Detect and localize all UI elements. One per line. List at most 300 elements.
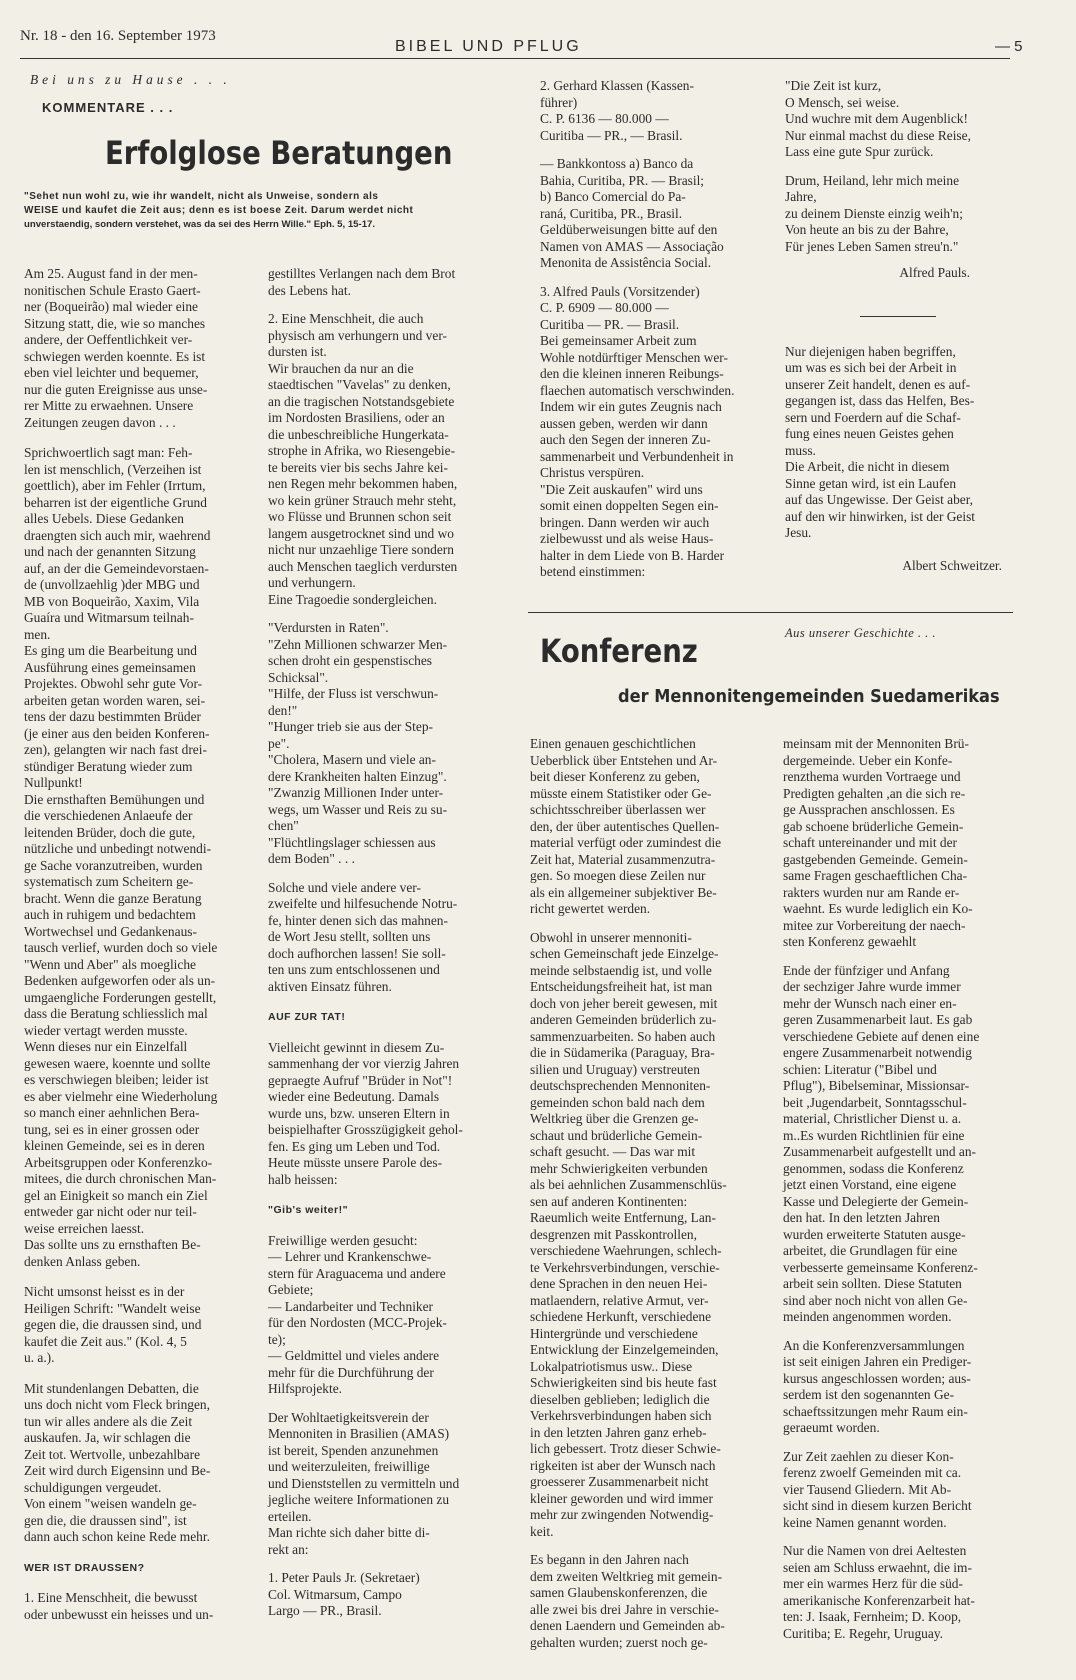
text-line: doch von jeher bereit gewesen, mit — [530, 995, 718, 1011]
text-line: aussen geben, werden wir dann — [540, 415, 708, 431]
article1-column2 — [268, 266, 500, 1620]
text-line: beharren ist der eigentliche Grund — [24, 494, 207, 510]
text-line: — Geldmittel und vieles andere — [268, 1348, 440, 1363]
text-line: oder unbewusst ein heisses und un- — [24, 1606, 214, 1622]
text-line: seien am Schluss erwaehnt, die im- — [783, 1559, 972, 1575]
text-line: same Fragen geschaeftlichen Cha- — [783, 868, 968, 883]
text-line: te bereits vier bis sechs Jahre kei- — [268, 459, 448, 475]
text-line: engere Zusammenarbeit notwendig — [783, 1045, 972, 1060]
text-line: "Zwanzig Millionen Inder unter- — [268, 785, 444, 800]
text-line: renzthema wurden Vortraege und — [783, 769, 961, 784]
text-line: An die Konferenzversammlungen — [783, 1337, 965, 1353]
text-line: somit einen doppelten Segen ein- — [540, 498, 719, 513]
text-line: Gebiete; — [268, 1282, 314, 1297]
text-line: mehr für die Durchführung der — [268, 1364, 434, 1380]
text-line: de Wort Jesu stellt, sollten uns — [268, 929, 431, 944]
text-line: "Die Zeit ist kurz, — [785, 78, 882, 93]
text-line: len ist menschlich, (Verzeihen ist — [24, 461, 202, 477]
text-line: Indem wir ein gutes Zeugnis nach — [540, 399, 722, 414]
header-publication: BIBEL UND PFLUG — [395, 38, 582, 55]
text-line: "Cholera, Masern und viele an- — [268, 752, 436, 767]
text-line: Freiwillige werden gesucht: — [268, 1232, 418, 1248]
section-label-history: Aus unserer Geschichte . . . — [785, 626, 937, 640]
text-line: Namen von AMAS — Associação — [540, 238, 724, 254]
text-line: pe". — [268, 735, 290, 751]
text-line: zen), gelangten wir nach fast drei- — [24, 742, 207, 757]
text-line: dieselben geblieben; lediglich die — [530, 1391, 710, 1407]
text-line: ferenz zwoelf Gemeinden mit ca. — [783, 1465, 962, 1480]
text-line: dem zweiten Weltkrieg mit gemein- — [530, 1568, 723, 1584]
text-line: mehr zur zwingenden Notwendig- — [530, 1507, 714, 1522]
epigraph-line: WEISE und kaufet die Zeit aus; denn es ist boese Zeit. Darum werdet nicht — [24, 205, 414, 216]
text-line: wurden erweiterte Statuten ausge- — [783, 1226, 966, 1242]
text-line: Wohle notdürftiger Menschen wer- — [540, 349, 728, 365]
text-line: 1. Eine Menschheit, die bewusst — [24, 1590, 198, 1605]
text-line: schuldigungen vergeudet. — [24, 1479, 162, 1495]
text-line: beit ,Jugendarbeit, Sonntagsschul- — [783, 1094, 967, 1110]
text-line: betend einstimmen: — [540, 564, 646, 579]
text-line: keine Namen genannt worden. — [783, 1514, 947, 1530]
text-line: Zusammenarbeit aufgestellt und an- — [783, 1144, 976, 1159]
text-line: verschiedene Waehrungen, schlech- — [530, 1243, 722, 1258]
text-line: kleinen Gemeinde, sei es in deren — [24, 1138, 205, 1153]
text-line: sten Konferenz gewaehlt — [783, 934, 917, 949]
text-line: stern für Araguacema und andere — [268, 1265, 446, 1281]
text-line: 3. Alfred Pauls (Vorsitzender) — [540, 283, 700, 299]
text-line: mehr der Wunsch nach einer en- — [783, 995, 957, 1011]
text-line: bracht. Wenn die ganze Beratung — [24, 890, 202, 906]
text-line: Ueberblick über Entstehen und Ar- — [530, 752, 718, 768]
text-line — [268, 299, 500, 311]
text-line: waehnt. Es wurde lediglich ein Ko- — [783, 901, 973, 916]
text-line: ist seit einigen Jahren ein Prediger- — [783, 1354, 972, 1369]
text-line: "Wenn und Aber" als moegliche — [24, 956, 196, 972]
text-line: Vielleicht gewinnt in diesem Zu- — [268, 1039, 445, 1055]
text-line: zielbewusst und als weise Haus- — [540, 531, 714, 546]
text-line: rigkeiten ist aber der Wunsch nach — [530, 1457, 716, 1473]
text-line: halter in dem Liede von B. Harder — [540, 547, 725, 563]
text-line: wieder eine Bedeutung. Damals — [268, 1089, 440, 1104]
text-line: Jesu. — [785, 525, 812, 540]
text-line: langem ausgetrocknet sind und wo — [268, 525, 454, 541]
text-line: nützliche und unbedingt notwendi- — [24, 841, 212, 856]
text-line: Man richte sich daher bitte di- — [268, 1525, 430, 1540]
text-line: Die ernsthaften Bemühungen und — [24, 791, 205, 807]
text-line: verbesserte gemeinsame Konferenz- — [783, 1259, 978, 1275]
text-line: wurde uns, bzw. unseren Eltern in — [268, 1105, 450, 1121]
text-line: andere, der Oeffentlichkeit ver- — [24, 332, 193, 347]
text-line: gel an Einigkeit so manch ein Ziel — [24, 1187, 208, 1203]
text-line: goettlich), aber im Fehler (Irrtum, — [24, 478, 206, 493]
text-line: Zeitungen zeugen davon . . . — [24, 414, 176, 430]
text-line: schen Gemeinschaft jede Einzelge- — [530, 946, 719, 961]
text-line: ist bereit, Spenden anzunehmen — [268, 1442, 439, 1458]
text-line: unserer Zeit handelt, denen es auf- — [785, 376, 971, 392]
text-line: und nach der genannten Sitzung — [24, 544, 196, 559]
text-line: und weiterzuleiten, freiwillige — [268, 1459, 430, 1474]
text-line: sammenhang der vor vierzig Jahren — [268, 1056, 460, 1071]
text-line: tung, sei es in einer grossen oder — [24, 1121, 200, 1137]
text-line: keit. — [530, 1523, 554, 1539]
text-line: Heute müsste unsere Parole des- — [268, 1155, 443, 1170]
text-line — [268, 868, 500, 880]
text-line: muss. — [785, 442, 816, 458]
text-line: fung eines neuen Geistes gehen — [785, 426, 954, 441]
text-line: kaufet die Zeit aus." (Kol. 4, 5 — [24, 1333, 187, 1349]
subheading: WER IST DRAUSSEN? — [24, 1561, 145, 1574]
text-line: mer ein warmes Herz für die süd- — [783, 1576, 963, 1591]
text-line — [783, 951, 1013, 963]
text-line: Jahre, — [785, 189, 817, 204]
text-line: Drum, Heiland, lehr mich meine — [785, 172, 960, 188]
text-line — [530, 918, 760, 930]
text-line: material verfügt oder zumindest die — [530, 835, 722, 850]
text-line: Wir brauchen da nur an die — [268, 360, 414, 376]
text-line: gehalten wurden; zuerst noch ge- — [530, 1634, 708, 1650]
text-line: sammenzuarbeiten. So haben auch — [530, 1028, 716, 1044]
text-line: jegliche weitere Informationen zu — [268, 1492, 450, 1507]
text-line — [268, 1558, 500, 1570]
text-line: Hilfsprojekte. — [268, 1381, 343, 1396]
text-line: umgaengliche Forderungen gestellt, — [24, 989, 217, 1005]
text-line: rer Mitte zu erwaehnen. Unsere — [24, 398, 194, 413]
text-line: gepraegte Aufruf "Brüder in Not"! — [268, 1072, 453, 1088]
text-line: weise erreichen laesst. — [24, 1220, 145, 1236]
text-line: b) Banco Comercial do Pa- — [540, 189, 686, 204]
text-line: Heiligen Schrift: "Wandelt weise — [24, 1300, 201, 1316]
text-line: verschiedene Gebiete auf denen eine — [783, 1028, 980, 1044]
text-line: des Lebens hat. — [268, 282, 351, 298]
text-line: und verhungern. — [268, 575, 356, 590]
text-line: desgrenzen mit Passkontrollen, — [530, 1226, 697, 1242]
text-line: eben viel leichter und bequemer, — [24, 365, 199, 380]
text-line: entweder gar nicht oder nur teil- — [24, 1204, 197, 1219]
text-line: geraeumt worden. — [783, 1420, 880, 1435]
article1-column3 — [540, 78, 765, 581]
section-label: Bei uns zu Hause . . . — [30, 72, 231, 87]
text-line: geren Zusammenarbeit laut. Es gab — [783, 1012, 973, 1027]
text-line: tun wir alles andere als die Zeit — [24, 1413, 193, 1429]
text-line: den hat. In den letzten Jahren — [783, 1210, 940, 1225]
text-line: aktiven Einsatz führen. — [268, 978, 392, 994]
text-line: die verschiedenen Anlaeufe der — [24, 808, 193, 823]
text-line: schwiegen werden koennte. Es ist — [24, 348, 206, 364]
kicker: KOMMENTARE . . . — [42, 100, 174, 115]
text-line: material, Christlicher Dienst u. a. — [783, 1111, 962, 1126]
text-line: Obwohl in unserer mennoniti- — [530, 929, 692, 945]
text-line: matlaendern, relative Armut, ver- — [530, 1292, 709, 1308]
text-line: C. P. 6909 — 80.000 — — [540, 300, 669, 315]
text-line: strophe in Afrika, wo Riesengebie- — [268, 443, 456, 458]
text-line: Wenn dieses nur ein Einzelfall — [24, 1039, 188, 1054]
text-line: als ein allgemeiner subjektiver Be- — [530, 884, 717, 900]
text-line: Schwierigkeiten sind bis heute fast — [530, 1375, 717, 1390]
text-line: ge Sache voranzutreiben, wurden — [24, 857, 203, 873]
text-line: Sitzung statt, die, wie so manches — [24, 315, 206, 331]
epigraph-line: unverstaendig, sondern verstehet, was da sei des Herrn Wille." Eph. 5, 15-17. — [24, 219, 376, 230]
text-line: MB von Boqueirão, Xaxim, Vila — [24, 593, 200, 609]
text-line: sicht sind in diesem kurzen Bericht — [783, 1498, 972, 1513]
text-line: tausch verlief, wurden doch so viele — [24, 940, 218, 955]
text-line: (je einer aus den beiden Konferen- — [24, 725, 210, 741]
text-line: 2. Gerhard Klassen (Kassen- — [540, 78, 694, 93]
article2-column2 — [783, 736, 1013, 1642]
text-line: Entwicklung der Einzelgemeinden, — [530, 1342, 719, 1357]
article-title — [105, 134, 452, 172]
text-line: auch den Segen der inneren Zu- — [540, 432, 711, 447]
text-line: gegen die, die draussen sind, und — [24, 1317, 202, 1332]
text-line: und Dienststellen zu vermitteln und — [268, 1475, 460, 1491]
text-line: Zur Zeit zaehlen zu dieser Kon- — [783, 1448, 954, 1464]
text-line: führer) — [540, 94, 578, 110]
text-line: Das sollte uns zu ernsthaften Be- — [24, 1237, 201, 1252]
text-line: Und wuchre mit dem Augenblick! — [785, 111, 968, 126]
text-line: Curitiba; E. Regehr, Uruguay. — [783, 1625, 943, 1641]
text-line: an die tragischen Notstandsgebiete — [268, 393, 455, 409]
text-line: den!" — [268, 702, 298, 718]
text-line: Einen genauen geschichtlichen — [530, 736, 696, 751]
text-line: bringen. Dann werden wir auch — [540, 514, 710, 530]
text-line: Es ging um die Bearbeitung und — [24, 643, 197, 658]
text-line: es verschwiegen bleiben; leider ist — [24, 1072, 209, 1087]
text-line: dass die Beratung schliesslich mal — [24, 1006, 208, 1021]
text-line: zu deinem Dienste einzig weih'n; — [785, 205, 963, 221]
text-line: vier Tausend Gliedern. Mit Ab- — [783, 1481, 952, 1497]
text-line — [268, 608, 500, 620]
text-line: Geldüberweisungen bitte auf den — [540, 222, 718, 237]
text-line: wo Flüsse und Brunnen schon seit — [268, 509, 452, 524]
text-line: für den Nordosten (MCC-Projek- — [268, 1315, 447, 1330]
text-line: als bei aehnlichen Zusammenschlüs- — [530, 1177, 727, 1192]
text-line: Lass eine gute Spur zurück. — [785, 144, 934, 159]
text-line: rakters wurden nur am Rande er- — [783, 884, 960, 900]
text-line: arbeiten getan worden waren, sei- — [24, 692, 206, 708]
text-line: anderen Gemeinden brüderlich zu- — [530, 1012, 717, 1027]
text-line: dursten ist. — [268, 344, 327, 359]
text-line: Nur einmal machst du diese Reise, — [785, 127, 971, 143]
text-line: "Hunger trieb sie aus der Step- — [268, 719, 433, 734]
text-line: "Flüchtlingslager schiessen aus — [268, 834, 436, 850]
text-line: ten: J. Isaak, Fernheim; D. Koop, — [783, 1609, 962, 1624]
text-line: fen. Es ging um Leben und Tod. — [268, 1138, 441, 1154]
text-line: draengten sich auch mir, waehrend — [24, 527, 211, 543]
text-line: ner (Boqueirão) mal wieder eine — [24, 299, 198, 314]
text-line: Die Arbeit, die nicht in diesem — [785, 459, 950, 474]
text-line: den die kleinen inneren Reibungs- — [540, 366, 724, 381]
text-line: gewesen waere, koennte und sollte — [24, 1055, 211, 1071]
epigraph-line: "Sehet nun wohl zu, wie ihr wandelt, nicht als Unweise, sondern als — [24, 191, 379, 202]
text-line: fe, hinter denen sich das mahnen- — [268, 912, 448, 928]
text-line: Zeit wird durch Eigensinn und Be- — [24, 1463, 211, 1478]
text-line: Der Wohltaetigkeitsverein der — [268, 1409, 429, 1425]
text-line: Nur diejenigen haben begriffen, — [785, 343, 956, 359]
text-line: sern und Foerdern auf die Schaf- — [785, 409, 961, 425]
text-line: die unbeschreibliche Hungerkata- — [268, 426, 449, 442]
text-line: Mit stundenlangen Debatten, die — [24, 1380, 199, 1396]
text-line: meinsam mit der Mennoniten Brü- — [783, 736, 969, 751]
text-line: Largo — PR., Brasil. — [268, 1603, 382, 1618]
text-line: schien: Literatur ("Bibel und — [783, 1061, 937, 1077]
text-line: "Hilfe, der Fluss ist verschwun- — [268, 686, 439, 701]
text-line: Hintergründe und verschiedene — [530, 1325, 698, 1341]
text-line: mitees, die durch chronischen Man- — [24, 1171, 217, 1186]
text-line: wo kein grüner Strauch mehr steht, — [268, 492, 457, 508]
article1-column4 — [785, 78, 1010, 574]
text-line: gen. So moegen diese Zeilen nur — [530, 868, 706, 883]
text-line: Nullpunkt! — [24, 775, 83, 790]
text-line: auch in ruhigem und bedachtem — [24, 907, 196, 922]
text-line: Schicksal". — [268, 669, 329, 685]
text-line: "Die Zeit auskaufen" wird uns — [540, 481, 703, 497]
text-line: Solche und viele andere ver- — [268, 879, 421, 895]
subheading: AUF ZUR TAT! — [268, 1011, 346, 1023]
text-line: schen droht ein gespenstisches — [268, 653, 432, 668]
text-line: "Zehn Millionen schwarzer Men- — [268, 636, 448, 652]
header-issue: Nr. 18 - den 16. September 1973 — [20, 28, 216, 44]
text-line: nicht nur unzaehlige Tiere sondern — [268, 542, 454, 557]
text-line: nur die guten Ereignisse aus unse- — [24, 381, 208, 397]
text-line: gegangen ist, dass das Helfen, Bes- — [785, 393, 975, 408]
text-line — [24, 1270, 246, 1284]
text-line: serdem ist den sogenannten Ge- — [783, 1387, 955, 1402]
text-line: richt gewertet werden. — [530, 901, 651, 916]
text-line: — Bankkontoss a) Banco da — [540, 156, 694, 171]
text-line: Curitiba — PR. — Brasil. — [540, 316, 680, 332]
text-line — [268, 1398, 500, 1410]
text-line: nonitischen Schule Erasto Gaert- — [24, 282, 201, 298]
text-line: Zeit tot. Wertvolle, unbezahlbare — [24, 1446, 201, 1462]
text-line: leitenden Brüder, doch die gute, — [24, 824, 196, 840]
text-line: Am 25. August fand in der men- — [24, 266, 198, 281]
text-line: Von einem "weisen wandeln ge- — [24, 1496, 197, 1511]
article2-column1 — [530, 736, 760, 1651]
text-line: u. a.). — [24, 1350, 55, 1365]
text-line — [540, 272, 765, 284]
text-line — [530, 1540, 760, 1552]
text-line: Nur die Namen von drei Aeltesten — [783, 1543, 967, 1558]
text-line: dann auch schon keine Rede mehr. — [24, 1529, 210, 1544]
text-line: Curitiba — PR., — Brasil. — [540, 127, 683, 143]
text-line: gen die, die draussen sind", ist — [24, 1512, 187, 1528]
text-line: dene Sprachen in den neuen Hei- — [530, 1276, 708, 1291]
text-line: C. P. 6136 — 80.000 — — [540, 111, 669, 126]
text-line: dere Krankheiten halten Einzug". — [268, 768, 447, 784]
article-title-text: Erfolglose Beratungen — [105, 134, 453, 172]
text-line: Verkehrsverbindungen haben sich — [530, 1408, 712, 1423]
text-line: — Landarbeiter und Techniker — [268, 1298, 434, 1314]
text-line: mitee zur Vorbereitung der naech- — [783, 917, 966, 933]
text-line: Nicht umsonst heisst es in der — [24, 1284, 185, 1299]
text-line: denen Laendern und Gemeinden ab- — [530, 1618, 725, 1633]
text-line: sammenarbeit und Verbundenheit in — [540, 448, 734, 464]
text-line: Guaíra und Witmarsum teilnah- — [24, 610, 194, 625]
text-line: nen Regen mehr bekommen haben, — [268, 476, 458, 491]
text-line: erteilen. — [268, 1508, 312, 1524]
text-line: "Verdursten in Raten". — [268, 620, 389, 635]
text-line: ge Aussprachen anschlossen. Es — [783, 802, 955, 817]
text-line: in den letzten Jahren ganz erheb- — [530, 1424, 707, 1440]
text-line: stündiger Beratung wieder zum — [24, 758, 193, 774]
text-line: Von heute an bis zu der Bahre, — [785, 222, 949, 237]
text-line: jetzt einen Vorstand, eine eigene — [783, 1177, 957, 1192]
text-line — [783, 1531, 1013, 1543]
text-line: Sprichwoertlich sagt man: Feh- — [24, 445, 193, 460]
text-line: m..Es wurden Richtlinien für eine — [783, 1127, 965, 1143]
text-line: Weltkrieg über die Grenzen ge- — [530, 1111, 699, 1126]
text-line: deutschsprechenden Mennoniten- — [530, 1078, 711, 1093]
header-rule — [20, 58, 1010, 59]
text-line: Kasse und Delegierte der Gemein- — [783, 1193, 969, 1209]
text-line: im Nordosten Brasiliens, oder an — [268, 410, 445, 425]
text-line: zweifelte und hilfesuchende Notru- — [268, 896, 458, 911]
text-line: Bedenken aufgeworfen oder als un- — [24, 973, 216, 988]
text-line: Bei gemeinsamer Arbeit zum — [540, 333, 697, 348]
text-line: Es begann in den Jahren nach — [530, 1552, 689, 1567]
text-line: O Mensch, sei weise. — [785, 94, 900, 110]
text-line: alles Uebels. Diese Gedanken — [24, 511, 184, 526]
text-line: physisch am verhungern und ver- — [268, 327, 447, 343]
text-line: auch Menschen taeglich verdursten — [268, 558, 458, 574]
text-line: staedtischen "Vavelas" zu denken, — [268, 377, 451, 392]
text-line: chen" — [268, 818, 299, 833]
text-line: schichtsschreiber überlassen wer — [530, 802, 706, 817]
text-line: flaechen automatisch verschwinden. — [540, 382, 735, 398]
text-line: meinden angenommen worden. — [783, 1309, 952, 1324]
text-line: sind aber noch nicht von allen Ge- — [783, 1292, 968, 1308]
text-line: die in Südamerika (Paraguay, Bra- — [530, 1045, 715, 1060]
text-line: ten uns zum entschlossenen und — [268, 962, 440, 977]
text-line — [785, 161, 1010, 173]
text-line: um was es sich bei der Arbeit in — [785, 360, 957, 375]
text-line: Arbeitsgruppen oder Konferenzko- — [24, 1154, 213, 1170]
text-line: auf den wir hinwirken, ist der Geist — [785, 508, 976, 524]
text-line: lich gebessert. Trotz dieser Schwie- — [530, 1441, 721, 1456]
text-line: systematisch zum Scheitern ge- — [24, 874, 194, 889]
text-line: silien und Uruguay) verstreuten — [530, 1061, 700, 1077]
text-line: schaut und brüderliche Gemein- — [530, 1127, 703, 1143]
article-divider — [528, 612, 1013, 613]
text-line: auf das Ungewisse. Der Geist aber, — [785, 492, 973, 507]
text-line: amerikanische Konferenzarbeit hat- — [783, 1592, 975, 1608]
text-line: Col. Witmarsum, Campo — [268, 1586, 402, 1602]
text-line: denken Anlass geben. — [24, 1253, 141, 1269]
text-line: tens der dazu bestimmten Brüder — [24, 709, 202, 724]
text-line: Raeumlich weite Entfernung, Lan- — [530, 1210, 716, 1225]
text-line: schaeftssitzungen mehr Raum ein- — [783, 1403, 968, 1419]
text-line: den, der über autentisches Quellen- — [530, 818, 720, 834]
text-line: dem Boden" . . . — [268, 851, 355, 866]
text-line: samen Glaubenskonferenzen, die — [530, 1585, 708, 1600]
text-line: gemeinden schon bald nach dem — [530, 1094, 705, 1110]
text-line: mehr Schwierigkeiten verbunden — [530, 1160, 708, 1176]
text-line: Ende der fünfziger und Anfang — [783, 962, 950, 978]
text-line: auf, an der die Gemeindevorstaen- — [24, 560, 209, 576]
text-line: so manch einer aehnlichen Bera- — [24, 1105, 200, 1120]
text-line: Zeit hat, Material zusammenzutra- — [530, 851, 716, 867]
text-line: gastgebenden Gemeinde. Gemein- — [783, 851, 968, 867]
text-line: der sechziger Jahre wurde immer — [783, 979, 961, 994]
text-line: schaft untereinander und mit der — [783, 835, 958, 850]
text-line: Bahia, Curitiba, PR. — Brasil; — [540, 172, 705, 188]
text-line — [540, 144, 765, 156]
text-line: arbeit sein sollten. Diese Statuten — [783, 1276, 962, 1291]
text-line: beispielhafter Grosszügigkeit gehol- — [268, 1122, 463, 1137]
text-line: groesserer Zusammenarbeit nicht — [530, 1474, 709, 1489]
text-line: Menonita de Assistência Social. — [540, 255, 712, 270]
text-line: kursus angeschlossen worden; aus- — [783, 1370, 971, 1386]
text-line — [24, 431, 246, 445]
text-line: beit dieser Konferenz zu geben, — [530, 769, 700, 784]
